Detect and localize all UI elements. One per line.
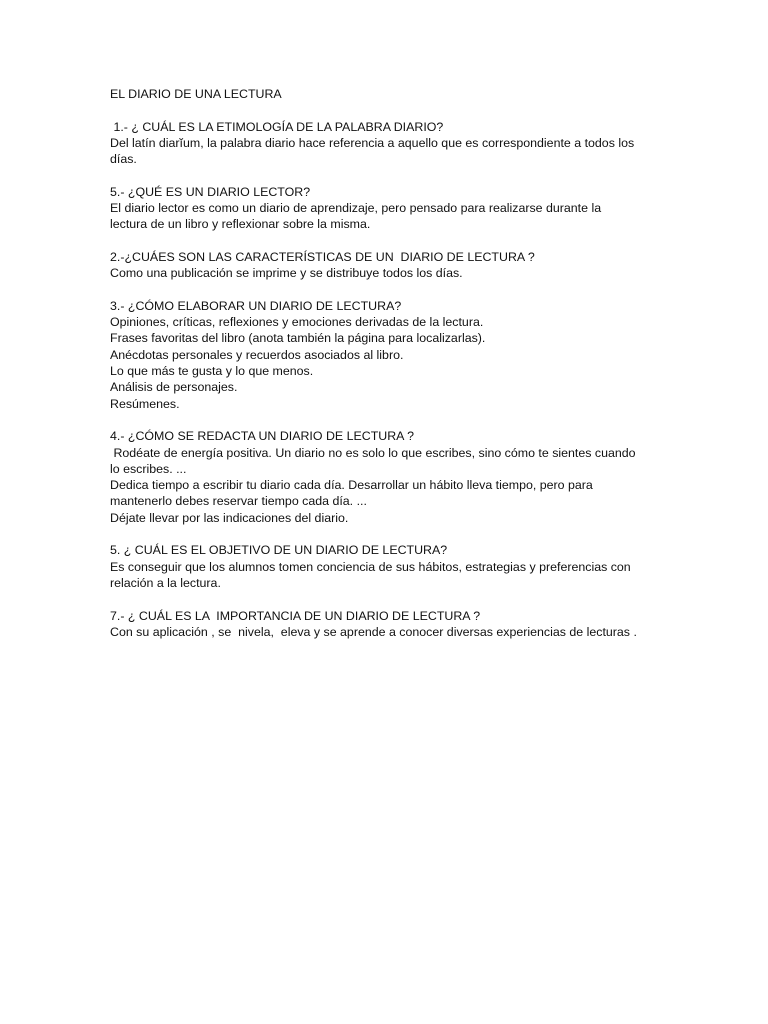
section-how-to-make	[110, 298, 670, 412]
answer-line: Resúmenes.	[110, 396, 180, 411]
section-objective	[110, 542, 670, 591]
spacer	[110, 526, 670, 542]
question-heading: 3.- ¿CÓMO ELABORAR UN DIARIO DE LECTURA?	[110, 298, 402, 313]
spacer	[110, 102, 670, 118]
answer-line: lo escribes. ...	[110, 461, 187, 476]
answer-line: lectura de un libro y reflexionar sobre la misma.	[110, 217, 371, 232]
spacer	[110, 412, 670, 428]
answer-line: Opiniones, críticas, reflexiones y emociones derivadas de la lectura.	[110, 315, 484, 330]
question-heading: 5.- ¿QUÉ ES UN DIARIO LECTOR?	[110, 184, 311, 199]
answer-line: Como una publicación se imprime y se distribuye todos los días.	[110, 266, 463, 281]
question-heading: 5. ¿ CUÁL ES EL OBJETIVO DE UN DIARIO DE LECTURA?	[110, 543, 448, 558]
answer-line: Frases favoritas del libro (anota también la página para localizarlas).	[110, 331, 486, 346]
question-heading: 1.- ¿ CUÁL ES LA ETIMOLOGÍA DE LA PALABRA DIARIO?	[110, 119, 444, 134]
document-page	[110, 86, 670, 640]
answer-line: Análisis de personajes.	[110, 380, 238, 395]
spacer	[110, 233, 670, 249]
answer-line: relación a la lectura.	[110, 575, 221, 590]
section-characteristics	[110, 249, 670, 282]
answer-line: Anécdotas personales y recuerdos asociados al libro.	[110, 347, 404, 362]
answer-line: El diario lector es como un diario de aprendizaje, pero pensado para realizarse durante la	[110, 201, 602, 216]
section-importance	[110, 608, 670, 641]
answer-line: Dedica tiempo a escribir tu diario cada día. Desarrollar un hábito lleva tiempo, pero para	[110, 478, 593, 493]
section-etymology	[110, 119, 670, 168]
spacer	[110, 167, 670, 183]
question-heading: 4.- ¿CÓMO SE REDACTA UN DIARIO DE LECTURA ?	[110, 429, 415, 444]
answer-line: Del latín diarĭum, la palabra diario hace referencia a aquello que es correspondiente a todos los	[110, 135, 635, 150]
answer-line: Déjate llevar por las indicaciones del diario.	[110, 510, 349, 525]
spacer	[110, 591, 670, 607]
answer-line: Lo que más te gusta y lo que menos.	[110, 364, 314, 379]
section-how-to-write	[110, 428, 670, 526]
answer-line: Con su aplicación , se nivela, eleva y se aprende a conocer diversas experiencias de lecturas .	[110, 624, 637, 639]
answer-line: Es conseguir que los alumnos tomen conciencia de sus hábitos, estrategias y preferencias con	[110, 559, 631, 574]
question-heading: 7.- ¿ CUÁL ES LA IMPORTANCIA DE UN DIARIO DE LECTURA ?	[110, 608, 481, 623]
question-heading: 2.-¿CUÁES SON LAS CARACTERÍSTICAS DE UN DIARIO DE LECTURA ?	[110, 249, 535, 264]
spacer	[110, 282, 670, 298]
answer-line: mantenerlo debes reservar tiempo cada día. ...	[110, 494, 367, 509]
answer-line: días.	[110, 152, 137, 167]
section-what-is-reading-diary	[110, 184, 670, 233]
answer-line: Rodéate de energía positiva. Un diario no es solo lo que escribes, sino cómo te sientes cuando	[110, 445, 636, 460]
document-title: EL DIARIO DE UNA LECTURA	[110, 87, 282, 101]
